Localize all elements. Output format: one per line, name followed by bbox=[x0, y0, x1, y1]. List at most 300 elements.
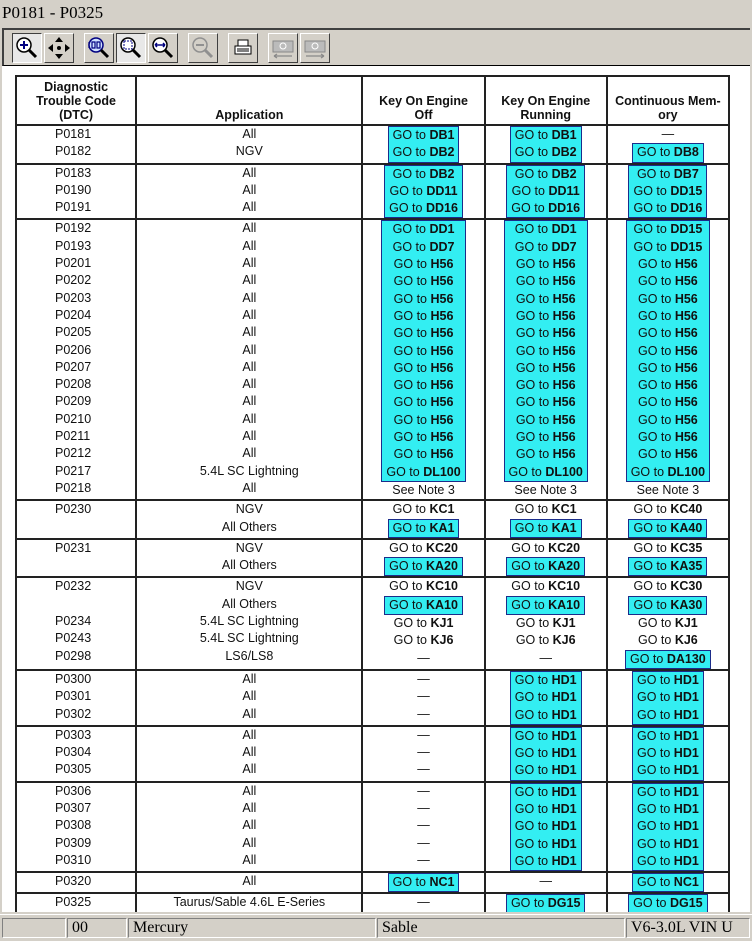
goto-link[interactable] bbox=[515, 144, 577, 161]
cell-cm bbox=[607, 670, 729, 726]
goto-link[interactable] bbox=[515, 836, 577, 853]
link-block-wrap bbox=[363, 873, 483, 892]
goto-prefix: GO to bbox=[633, 201, 667, 216]
goto-link[interactable] bbox=[633, 520, 702, 537]
goto-link[interactable] bbox=[509, 377, 583, 394]
dtc-code: P0181 bbox=[55, 127, 92, 141]
goto-target: HD1 bbox=[551, 728, 577, 743]
goto-link[interactable] bbox=[631, 308, 705, 325]
link-block-wrap bbox=[608, 671, 728, 725]
goto-text bbox=[608, 632, 728, 649]
goto-prefix: GO to bbox=[515, 616, 550, 631]
goto-prefix: GO to bbox=[638, 447, 672, 462]
goto-link[interactable] bbox=[386, 239, 460, 256]
goto-link[interactable] bbox=[633, 558, 702, 575]
application-text: All bbox=[242, 394, 257, 409]
table-row-group bbox=[16, 670, 729, 726]
cell-koeo bbox=[362, 726, 484, 782]
application-text: All bbox=[242, 165, 257, 180]
goto-text bbox=[486, 578, 606, 595]
goto-link[interactable] bbox=[515, 745, 577, 762]
goto-prefix: GO to bbox=[514, 672, 549, 687]
goto-prefix: GO to bbox=[389, 559, 423, 574]
cell-koeo bbox=[362, 893, 484, 912]
goto-prefix: GO to bbox=[392, 520, 426, 535]
goto-prefix: GO to bbox=[638, 633, 672, 648]
goto-prefix: GO to bbox=[514, 690, 549, 705]
link-block-wrap bbox=[363, 126, 483, 163]
status-make: Mercury bbox=[128, 918, 376, 938]
goto-link[interactable] bbox=[633, 895, 702, 912]
goto-target: DL100 bbox=[667, 464, 706, 479]
goto-link[interactable] bbox=[637, 672, 699, 689]
link-block-wrap bbox=[608, 894, 728, 912]
goto-link[interactable] bbox=[637, 745, 699, 762]
goto-target: H56 bbox=[674, 257, 698, 272]
goto-link[interactable] bbox=[637, 707, 699, 724]
goto-link[interactable] bbox=[631, 446, 705, 463]
goto-link[interactable] bbox=[509, 394, 583, 411]
goto-target: H56 bbox=[674, 343, 698, 358]
goto-prefix: GO to bbox=[636, 875, 671, 890]
goto-prefix: GO to bbox=[514, 819, 549, 834]
goto-link[interactable] bbox=[515, 853, 577, 870]
cell-dtc bbox=[16, 782, 136, 872]
goto-target: H56 bbox=[674, 430, 698, 445]
goto-target: HD1 bbox=[551, 819, 577, 834]
goto-link[interactable] bbox=[637, 689, 699, 706]
link-block-wrap bbox=[486, 727, 606, 781]
goto-target: KA10 bbox=[548, 597, 581, 612]
zoom-100-button[interactable] bbox=[84, 33, 114, 63]
zoom-out-button[interactable] bbox=[188, 33, 218, 63]
goto-link[interactable] bbox=[637, 762, 699, 779]
goto-link[interactable] bbox=[386, 412, 460, 429]
goto-target: HD1 bbox=[551, 801, 577, 816]
cell-dtc bbox=[16, 726, 136, 782]
goto-target: H56 bbox=[552, 291, 576, 306]
goto-link[interactable] bbox=[509, 464, 583, 481]
goto-prefix: GO to bbox=[630, 651, 664, 666]
application-text: All Others bbox=[221, 596, 277, 611]
goto-link[interactable] bbox=[633, 200, 702, 217]
goto-text bbox=[363, 632, 483, 649]
application-text: 5.4L SC Lightning bbox=[199, 614, 299, 629]
goto-prefix: GO to bbox=[515, 360, 550, 375]
goto-link[interactable] bbox=[393, 520, 455, 537]
link-block-wrap bbox=[486, 894, 606, 912]
application-text: 5.4L SC Lightning bbox=[199, 463, 299, 478]
application-text: All bbox=[242, 446, 257, 461]
goto-link[interactable] bbox=[631, 343, 705, 360]
goto-link[interactable] bbox=[509, 412, 583, 429]
application-text: NGV bbox=[235, 540, 263, 555]
cell-cm bbox=[607, 726, 729, 782]
goto-target: HD1 bbox=[673, 836, 699, 851]
cell-koeo bbox=[362, 782, 484, 872]
status-bar bbox=[0, 914, 752, 941]
goto-link[interactable] bbox=[515, 707, 577, 724]
goto-target: DB2 bbox=[429, 145, 455, 160]
goto-prefix: GO to bbox=[514, 520, 549, 535]
goto-link[interactable] bbox=[386, 291, 460, 308]
print-button[interactable] bbox=[228, 33, 258, 63]
table-row-group bbox=[16, 782, 729, 872]
goto-prefix: GO to bbox=[393, 257, 427, 272]
cell-cm bbox=[607, 219, 729, 500]
goto-link[interactable] bbox=[386, 446, 460, 463]
next-image-button[interactable] bbox=[300, 33, 330, 63]
dash-text: — bbox=[417, 745, 430, 760]
link-block bbox=[506, 894, 585, 912]
goto-link[interactable] bbox=[386, 343, 460, 360]
goto-target: DD15 bbox=[670, 222, 703, 237]
dtc-code: P0325 bbox=[55, 895, 92, 910]
goto-link[interactable] bbox=[631, 256, 705, 273]
goto-link[interactable] bbox=[633, 597, 702, 614]
goto-target: H56 bbox=[430, 291, 454, 306]
goto-target: H56 bbox=[430, 274, 454, 289]
goto-link[interactable] bbox=[511, 597, 580, 614]
pan-button[interactable] bbox=[44, 33, 74, 63]
goto-target: DB2 bbox=[551, 166, 577, 181]
link-block bbox=[384, 165, 463, 219]
goto-target: DD1 bbox=[551, 222, 577, 237]
header-continuous-memory bbox=[607, 76, 729, 125]
goto-link[interactable] bbox=[511, 166, 580, 183]
goto-prefix: GO to bbox=[393, 616, 427, 631]
goto-target: H56 bbox=[552, 430, 576, 445]
goto-link[interactable] bbox=[389, 200, 458, 217]
goto-link[interactable] bbox=[515, 520, 577, 537]
cell-koer bbox=[485, 782, 607, 872]
goto-link[interactable] bbox=[509, 308, 583, 325]
dtc-code: P0208 bbox=[55, 377, 92, 392]
goto-link[interactable] bbox=[631, 291, 705, 308]
cell-app bbox=[136, 782, 362, 872]
goto-link[interactable] bbox=[393, 144, 455, 161]
link-block bbox=[510, 519, 582, 538]
goto-link[interactable] bbox=[630, 651, 706, 668]
goto-link[interactable] bbox=[389, 597, 458, 614]
header-dtc bbox=[16, 76, 136, 125]
window-title: P0181 - P0325 bbox=[2, 3, 104, 22]
cell-koer bbox=[485, 219, 607, 500]
previous-image-button[interactable] bbox=[268, 33, 298, 63]
cell-dtc bbox=[16, 125, 136, 164]
dash-text: — bbox=[417, 783, 430, 798]
zoom-out-icon bbox=[190, 35, 216, 61]
zoom-fit-button[interactable] bbox=[116, 33, 146, 63]
cell-app bbox=[136, 670, 362, 726]
goto-link[interactable] bbox=[631, 394, 705, 411]
cell-cm bbox=[607, 500, 729, 539]
goto-link[interactable] bbox=[637, 728, 699, 745]
link-block bbox=[384, 557, 463, 576]
goto-link[interactable] bbox=[386, 377, 460, 394]
goto-prefix: GO to bbox=[511, 559, 545, 574]
goto-prefix: GO to bbox=[638, 291, 672, 306]
goto-target: KC40 bbox=[670, 502, 703, 517]
application-text: NGV bbox=[235, 502, 263, 517]
goto-link[interactable] bbox=[386, 464, 460, 481]
goto-prefix: GO to bbox=[393, 378, 427, 393]
goto-text bbox=[363, 540, 483, 557]
dtc-code: P0182 bbox=[55, 144, 92, 159]
goto-link[interactable] bbox=[511, 895, 580, 912]
goto-target: KA1 bbox=[429, 520, 455, 535]
goto-link[interactable] bbox=[515, 689, 577, 706]
goto-target: KC1 bbox=[429, 502, 455, 517]
cell-koer bbox=[485, 893, 607, 912]
goto-link[interactable] bbox=[515, 784, 577, 801]
goto-target: H56 bbox=[430, 308, 454, 323]
application-text: Taurus/Sable 4.6L E-Series bbox=[173, 895, 326, 910]
goto-target: H56 bbox=[552, 274, 576, 289]
goto-prefix: GO to bbox=[510, 896, 545, 911]
dtc-code: P0193 bbox=[55, 238, 92, 253]
link-block-wrap bbox=[608, 873, 728, 892]
goto-prefix: GO to bbox=[389, 183, 423, 198]
goto-prefix: GO to bbox=[515, 343, 550, 358]
goto-link[interactable] bbox=[637, 853, 699, 870]
camera-forward-icon bbox=[302, 35, 328, 61]
goto-link[interactable] bbox=[386, 429, 460, 446]
goto-link[interactable] bbox=[509, 221, 583, 238]
goto-link[interactable] bbox=[389, 558, 458, 575]
goto-link[interactable] bbox=[637, 784, 699, 801]
goto-link[interactable] bbox=[515, 728, 577, 745]
goto-link[interactable] bbox=[393, 127, 455, 144]
goto-target: H56 bbox=[674, 308, 698, 323]
goto-text bbox=[608, 615, 728, 632]
goto-target: KA40 bbox=[670, 520, 703, 535]
goto-prefix: GO to bbox=[514, 853, 549, 868]
dtc-code bbox=[55, 596, 135, 613]
goto-link[interactable] bbox=[515, 762, 577, 779]
application-text: All bbox=[242, 325, 257, 340]
goto-link[interactable] bbox=[509, 429, 583, 446]
goto-link[interactable] bbox=[386, 256, 460, 273]
link-block bbox=[628, 519, 707, 538]
cell-koeo bbox=[362, 577, 484, 669]
goto-link[interactable] bbox=[509, 291, 583, 308]
goto-target: HD1 bbox=[551, 690, 577, 705]
dtc-code: P0306 bbox=[55, 783, 92, 798]
cell-koer bbox=[485, 125, 607, 164]
goto-link[interactable] bbox=[631, 429, 705, 446]
goto-target: H56 bbox=[430, 447, 454, 462]
cell-dtc bbox=[16, 500, 136, 539]
goto-link[interactable] bbox=[631, 273, 705, 290]
dtc-code: P0192 bbox=[55, 221, 92, 236]
goto-link[interactable] bbox=[509, 239, 583, 256]
goto-link[interactable] bbox=[511, 558, 580, 575]
application-text: All bbox=[242, 221, 257, 236]
dtc-code: P0310 bbox=[55, 852, 92, 867]
goto-target: KA20 bbox=[548, 559, 581, 574]
link-block bbox=[388, 126, 460, 163]
goto-prefix: GO to bbox=[515, 412, 550, 427]
dtc-code: P0209 bbox=[55, 394, 92, 409]
goto-target: DD16 bbox=[670, 201, 703, 216]
goto-link[interactable] bbox=[386, 325, 460, 342]
goto-link[interactable] bbox=[637, 818, 699, 835]
goto-link[interactable] bbox=[631, 412, 705, 429]
goto-target: HD1 bbox=[551, 853, 577, 868]
header-cm-line: Continuous Mem- bbox=[615, 94, 721, 108]
goto-link[interactable] bbox=[509, 273, 583, 290]
dtc-code: P0191 bbox=[55, 200, 92, 215]
goto-prefix: GO to bbox=[638, 378, 672, 393]
goto-target: DB1 bbox=[429, 128, 455, 142]
goto-target: KC1 bbox=[551, 502, 577, 517]
dash-text: — bbox=[661, 127, 675, 141]
zoom-100-icon bbox=[86, 35, 112, 61]
goto-link[interactable] bbox=[386, 360, 460, 377]
link-block bbox=[632, 671, 704, 725]
goto-link[interactable] bbox=[515, 818, 577, 835]
link-block bbox=[626, 220, 710, 481]
goto-prefix: GO to bbox=[393, 308, 427, 323]
goto-prefix: GO to bbox=[392, 502, 426, 517]
cell-koer bbox=[485, 726, 607, 782]
goto-target: DG15 bbox=[547, 896, 581, 911]
goto-link[interactable] bbox=[633, 183, 702, 200]
zoom-in-button[interactable] bbox=[12, 33, 42, 63]
goto-link[interactable] bbox=[511, 200, 580, 217]
goto-target: HD1 bbox=[551, 763, 577, 778]
goto-prefix: GO to bbox=[638, 430, 672, 445]
goto-link[interactable] bbox=[637, 144, 699, 161]
goto-prefix: GO to bbox=[633, 222, 667, 237]
goto-prefix: GO to bbox=[638, 412, 672, 427]
goto-link[interactable] bbox=[509, 256, 583, 273]
goto-link[interactable] bbox=[631, 360, 705, 377]
goto-prefix: GO to bbox=[633, 579, 667, 594]
goto-link[interactable] bbox=[509, 325, 583, 342]
goto-link[interactable] bbox=[515, 127, 577, 144]
status-model: Sable bbox=[377, 918, 625, 938]
goto-prefix: GO to bbox=[511, 540, 545, 555]
goto-target: HD1 bbox=[673, 784, 699, 799]
header-koeo-line: Key On Engine bbox=[379, 94, 468, 108]
link-block-wrap bbox=[608, 596, 728, 615]
printer-icon bbox=[230, 35, 256, 61]
goto-link[interactable] bbox=[631, 221, 705, 238]
dtc-code: P0234 bbox=[55, 614, 92, 629]
link-block-wrap bbox=[363, 557, 483, 576]
goto-target: DD16 bbox=[548, 201, 581, 216]
goto-target: H56 bbox=[552, 395, 576, 410]
goto-link[interactable] bbox=[631, 377, 705, 394]
goto-prefix: GO to bbox=[393, 447, 427, 462]
goto-prefix: GO to bbox=[393, 274, 427, 289]
goto-link[interactable] bbox=[631, 464, 705, 481]
application-text: All bbox=[242, 290, 257, 305]
dtc-code: P0201 bbox=[55, 256, 92, 271]
goto-text bbox=[363, 501, 483, 518]
goto-text bbox=[608, 578, 728, 595]
goto-prefix: GO to bbox=[392, 222, 426, 237]
goto-link[interactable] bbox=[509, 343, 583, 360]
goto-text bbox=[486, 501, 606, 518]
goto-link[interactable] bbox=[633, 166, 702, 183]
cell-app bbox=[136, 500, 362, 539]
goto-target: KJ6 bbox=[674, 633, 698, 648]
goto-link[interactable] bbox=[515, 672, 577, 689]
link-block bbox=[510, 783, 582, 871]
application-text: All bbox=[242, 342, 257, 357]
dtc-code: P0302 bbox=[55, 706, 92, 721]
goto-link[interactable] bbox=[386, 221, 460, 238]
goto-link[interactable] bbox=[515, 801, 577, 818]
dtc-code: P0183 bbox=[55, 165, 92, 180]
link-block bbox=[504, 220, 588, 481]
title-bar bbox=[0, 0, 752, 26]
goto-prefix: GO to bbox=[393, 291, 427, 306]
goto-target: KA30 bbox=[670, 597, 703, 612]
zoom-width-button[interactable] bbox=[148, 33, 178, 63]
goto-link[interactable] bbox=[637, 836, 699, 853]
application-text: All bbox=[242, 706, 257, 721]
link-block-wrap bbox=[608, 165, 728, 219]
goto-link[interactable] bbox=[389, 166, 458, 183]
goto-link[interactable] bbox=[637, 874, 699, 891]
table-row-group bbox=[16, 872, 729, 893]
table-row-group bbox=[16, 893, 729, 912]
goto-target: H56 bbox=[430, 378, 454, 393]
link-block bbox=[506, 557, 585, 576]
goto-target: HD1 bbox=[551, 707, 577, 722]
goto-link[interactable] bbox=[393, 874, 455, 891]
application-text: All bbox=[242, 835, 257, 850]
status-field-1 bbox=[2, 918, 66, 938]
goto-link[interactable] bbox=[386, 308, 460, 325]
goto-link[interactable] bbox=[509, 446, 583, 463]
cell-cm bbox=[607, 872, 729, 893]
document-view bbox=[2, 66, 750, 912]
cell-koeo bbox=[362, 539, 484, 578]
goto-link[interactable] bbox=[389, 183, 458, 200]
goto-link[interactable] bbox=[386, 394, 460, 411]
dtc-code: P0230 bbox=[55, 502, 92, 517]
link-block-wrap bbox=[486, 671, 606, 725]
link-block bbox=[506, 165, 585, 219]
goto-link[interactable] bbox=[511, 183, 580, 200]
goto-link[interactable] bbox=[631, 239, 705, 256]
goto-prefix: GO to bbox=[514, 502, 549, 517]
dash-text: — bbox=[417, 727, 430, 742]
application-text: All bbox=[242, 745, 257, 760]
goto-target: HD1 bbox=[551, 672, 577, 687]
dtc-code: P0218 bbox=[55, 480, 92, 495]
goto-text bbox=[608, 501, 728, 518]
goto-link[interactable] bbox=[386, 273, 460, 290]
goto-link[interactable] bbox=[509, 360, 583, 377]
dtc-code: P0210 bbox=[55, 411, 92, 426]
header-dtc-line: Diagnostic bbox=[44, 80, 109, 94]
goto-link[interactable] bbox=[637, 801, 699, 818]
table-row-group bbox=[16, 539, 729, 578]
goto-link[interactable] bbox=[631, 325, 705, 342]
cell-koeo bbox=[362, 125, 484, 164]
link-block-wrap bbox=[363, 519, 483, 538]
cell-dtc bbox=[16, 219, 136, 500]
goto-target: H56 bbox=[430, 360, 454, 375]
goto-target: H56 bbox=[674, 326, 698, 341]
goto-target: DA130 bbox=[666, 651, 706, 666]
